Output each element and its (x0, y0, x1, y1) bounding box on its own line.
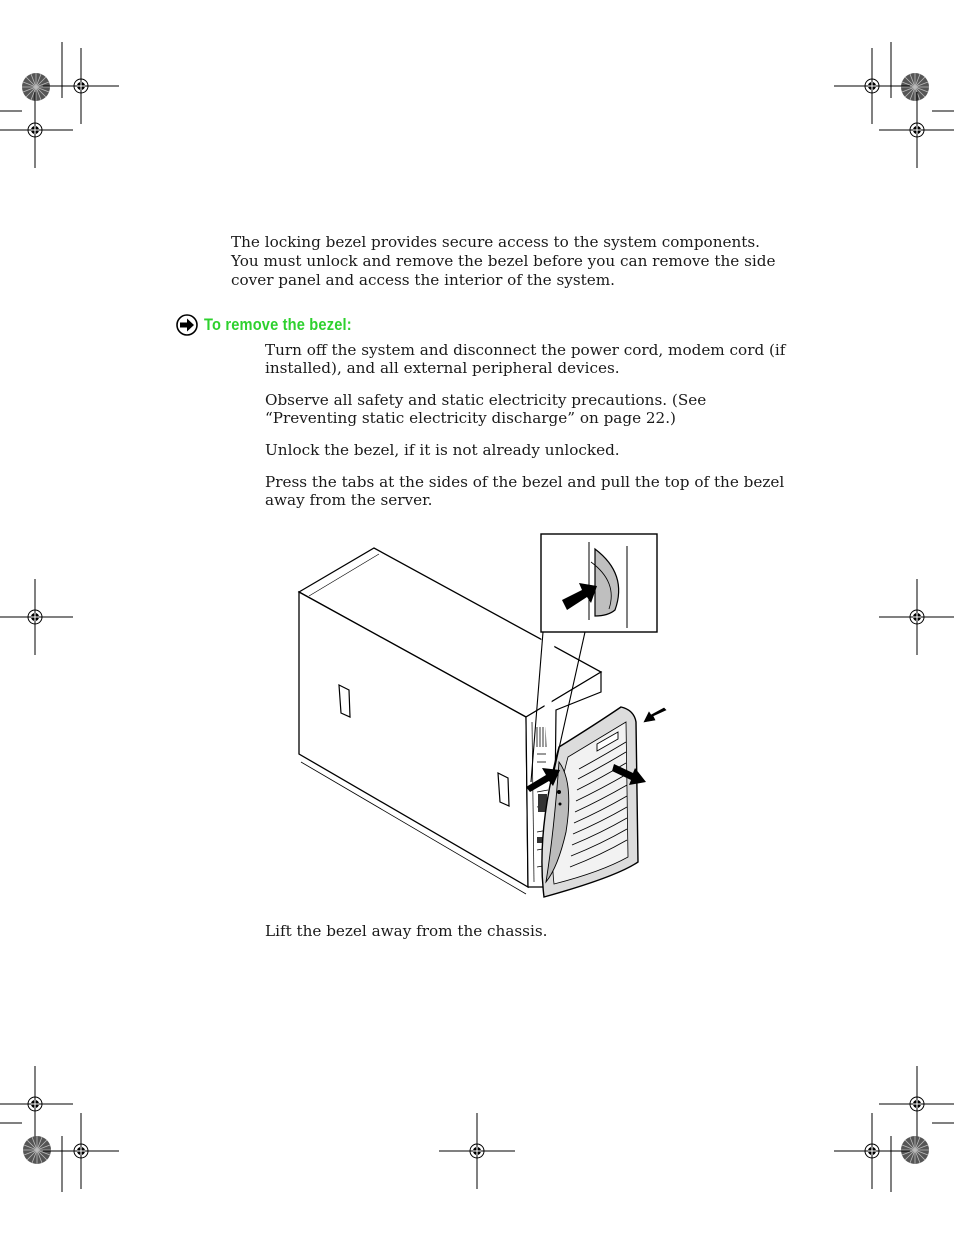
registration-mark-icon-bl2 (0, 1066, 73, 1142)
registration-mark-icon-tr1 (834, 48, 910, 124)
color-target-icon-tl (22, 73, 50, 101)
registration-mark-icon-tr2 (879, 92, 954, 168)
registration-mark-icon-mr (879, 579, 954, 655)
registration-mark-icon-br2 (879, 1066, 954, 1142)
color-target-icon-br (901, 1136, 929, 1164)
final-step: Lift the bezel away from the chassis. (265, 922, 548, 940)
bezel-removal-illustration (296, 532, 671, 902)
color-target-icon-bl (23, 1136, 51, 1164)
registration-mark-icon-br1 (834, 1113, 910, 1189)
procedure-steps (265, 341, 790, 523)
arrow-right-circle-icon (176, 314, 198, 336)
registration-mark-icon-tl1 (43, 48, 119, 124)
color-target-icon-tr (901, 73, 929, 101)
step-item: Unlock the bezel, if it is not already unlocked. (265, 441, 620, 459)
registration-mark-icon-tl2 (0, 92, 73, 168)
step-item: Press the tabs at the sides of the bezel and pull the top of the bezel away from the server. (265, 473, 785, 509)
registration-mark-icon-ml (0, 579, 73, 655)
registration-mark-icon-bc (439, 1113, 515, 1189)
intro-paragraph: The locking bezel provides secure access to the system components. You must unlock and remove the bezel before you can remove the side cover panel and access the interior of the system. (231, 233, 776, 289)
registration-mark-icon-bl1 (43, 1113, 119, 1189)
procedure-heading-text: To remove the bezel: (204, 315, 352, 334)
step-item: Turn off the system and disconnect the power cord, modem cord (if installed), and all external peripheral devices. (265, 341, 786, 377)
procedure-heading (176, 313, 376, 337)
step-item: Observe all safety and static electricity precautions. (See “Preventing static electricity discharge” on page 22.) (265, 391, 707, 427)
